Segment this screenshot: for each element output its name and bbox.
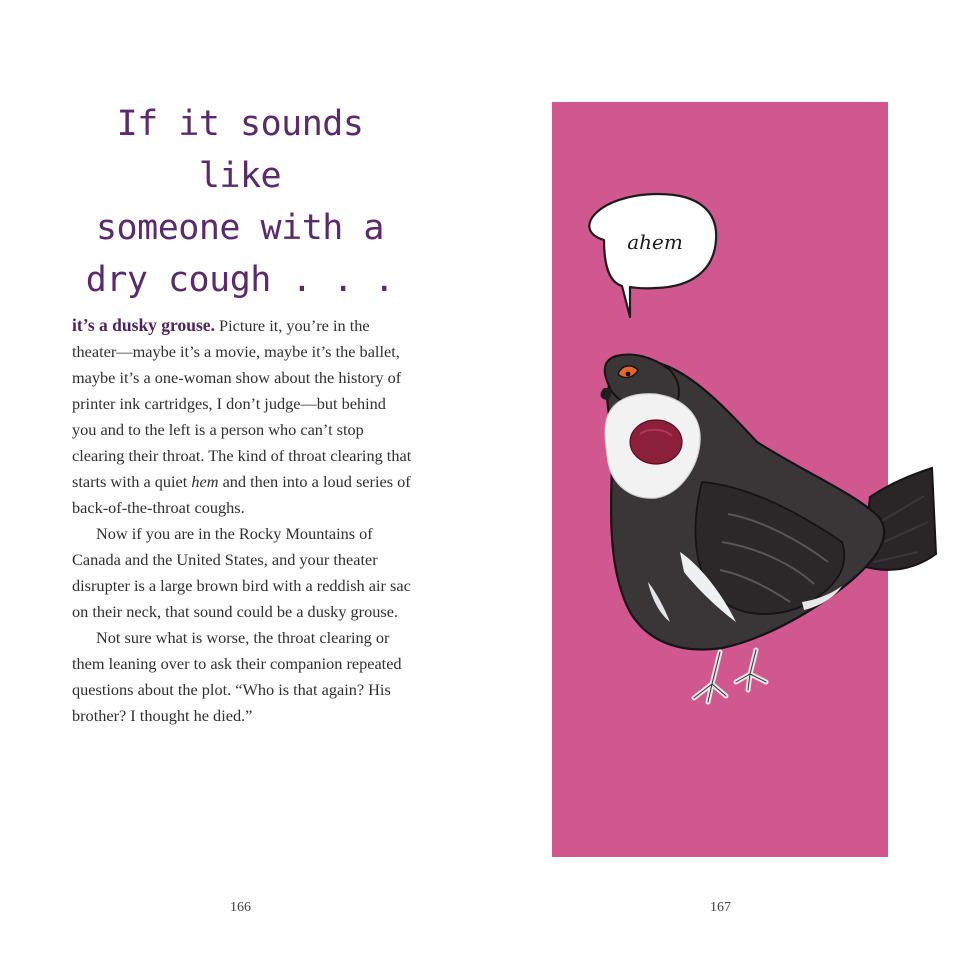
paragraph-1 [72, 312, 412, 521]
speech-bubble [589, 194, 716, 317]
paragraph-1-text-a: Picture it, you’re in the theater—maybe it’s a movie, maybe it’s the ballet, maybe it’s a one-woman show about the history of printer ink cartridges, I don’t judge—but behind you and to the left is a person who can’t stop clearing their throat. The kind of throat clearing that starts with a quiet [72, 316, 412, 491]
page-number-right: 167 [710, 900, 731, 915]
paragraph-3: Not sure what is worse, the throat clearing or them leaning over to ask their companion repeated questions about the plot. “Who is that again? His brother? I thought he died.” [72, 628, 402, 725]
headline-line-2: someone with a [95, 208, 384, 248]
emphasis-hem: hem [191, 472, 219, 491]
paragraph-1-text-b: and then into a loud series of back-of-the-throat coughs. [72, 472, 411, 517]
page-number-left: 166 [230, 900, 251, 915]
headline-line-3: dry cough . . . [85, 260, 395, 300]
speech-bubble-text: ahem [627, 230, 683, 254]
dusky-grouse-illustration [552, 102, 960, 857]
headline-line-1: If it sounds like [116, 104, 364, 196]
body-text [72, 312, 412, 729]
paragraph-2: Now if you are in the Rocky Mountains of Canada and the United States, and your theater disrupter is a large brown bird with a reddish air sac on their neck, that sound could be a dusky grouse. [72, 524, 411, 621]
grouse-bird [601, 355, 936, 702]
air-sac [630, 420, 682, 464]
page-title [70, 98, 410, 306]
lead-phrase: it’s a dusky grouse. [72, 315, 215, 335]
